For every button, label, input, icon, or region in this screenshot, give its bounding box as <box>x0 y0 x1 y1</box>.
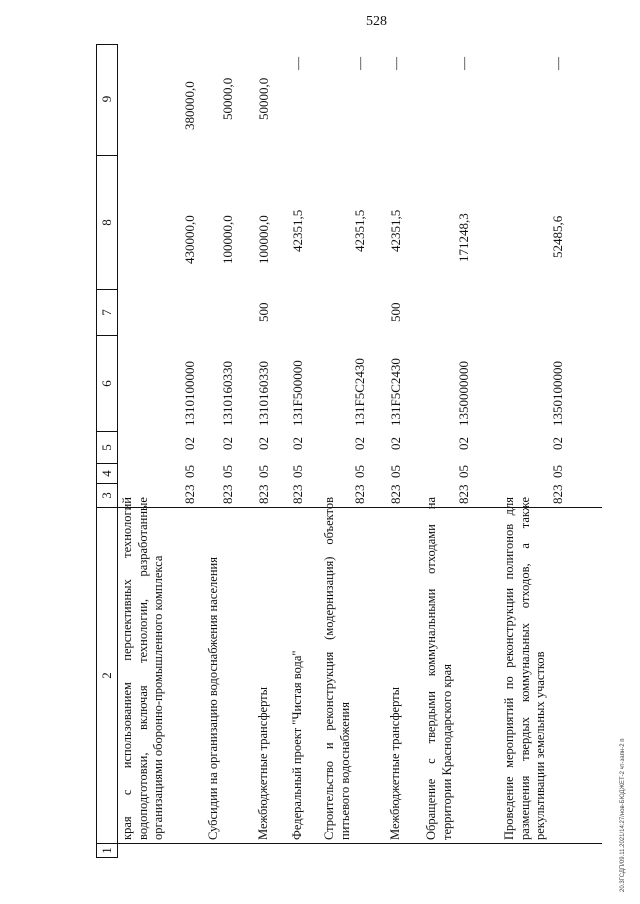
cell-ministry: 823 <box>388 484 403 504</box>
cell-subsection: 02 <box>290 437 305 450</box>
header-cell-1: 1 <box>97 843 117 857</box>
cell-expense-type: 500 <box>256 302 271 322</box>
header-cell-2: 2 <box>97 507 117 843</box>
cell-amount-2: 50000,0 <box>256 77 271 120</box>
cell-section: 05 <box>220 465 235 478</box>
row-description: Субсидии на организацию водоснабжения населения <box>206 557 220 840</box>
header-cell-9: 9 <box>99 95 114 103</box>
cell-ministry: 823 <box>352 484 367 504</box>
cell-amount-1: 430000,0 <box>182 215 197 264</box>
header-cell-6: 6 <box>97 335 117 431</box>
cell-subsection: 02 <box>456 437 471 450</box>
row-description: Проведение мероприятий по реконструкции полигонов для размещения твердых коммунальных отходов, а также рекультивации земельных участков <box>502 497 547 840</box>
cell-subsection: 02 <box>182 437 197 450</box>
cell-subsection: 02 <box>550 437 565 450</box>
cell-amount-1: 42351,5 <box>352 209 367 252</box>
cell-amount-2: — <box>456 57 471 70</box>
cell-subsection: 02 <box>220 437 235 450</box>
cell-section: 05 <box>290 465 305 478</box>
cell-amount-2: — <box>352 57 367 70</box>
header-cell-8: 8 <box>97 155 117 289</box>
cell-subsection: 02 <box>256 437 271 450</box>
cell-subsection: 02 <box>388 437 403 450</box>
cell-target-article: 131F5C2430 <box>388 358 403 426</box>
cell-expense-type: 500 <box>388 302 403 322</box>
cell-amount-2: — <box>290 57 305 70</box>
cell-ministry: 823 <box>256 484 271 504</box>
header-cell-7: 7 <box>97 289 117 335</box>
cell-target-article: 1310100000 <box>182 361 197 426</box>
side-note: 20.3ГСДП/09.11.2021/14:27/нов-БЮДЖЕТ-2 чт-запн-2 п <box>620 738 626 892</box>
cell-amount-2: 380000,0 <box>182 81 197 130</box>
row-description: Межбюджетные трансферты <box>388 686 402 840</box>
table-header <box>96 44 118 858</box>
row-description: Межбюджетные трансферты <box>256 686 270 840</box>
header-cell-4: 4 <box>97 463 117 483</box>
cell-amount-1: 100000,0 <box>220 215 235 264</box>
cell-amount-1: 171248,3 <box>456 213 471 262</box>
cell-ministry: 823 <box>550 484 565 504</box>
cell-ministry: 823 <box>456 484 471 504</box>
cell-target-article: 131F500000 <box>290 360 305 426</box>
cell-amount-2: — <box>550 57 565 70</box>
cell-ministry: 823 <box>220 484 235 504</box>
cell-amount-2: 50000,0 <box>220 77 235 120</box>
cell-section: 05 <box>550 465 565 478</box>
budget-table <box>96 44 602 858</box>
cell-target-article: 131F5C2430 <box>352 358 367 426</box>
cell-amount-2: — <box>388 57 403 70</box>
row-description: Обращение с твердыми коммунальными отходами на территории Краснодарского края <box>424 497 454 840</box>
row-description: Федеральный проект "Чистая вода" <box>290 650 304 840</box>
cell-amount-1: 52485,6 <box>550 215 565 258</box>
cell-amount-1: 42351,5 <box>290 209 305 252</box>
row-description: края с использованием перспективных технологий водоподготовки, включая технологии, разработанные организациями оборонно-промышленного комплекса <box>120 497 165 840</box>
cell-section: 05 <box>352 465 367 478</box>
cell-amount-1: 100000,0 <box>256 215 271 264</box>
cell-ministry: 823 <box>290 484 305 504</box>
page-number: 528 <box>366 14 387 29</box>
cell-target-article: 1350000000 <box>456 361 471 426</box>
cell-subsection: 02 <box>352 437 367 450</box>
cell-section: 05 <box>182 465 197 478</box>
row-description: Строительство и реконструкция (модернизация) объектов питьевого водоснабжения <box>322 497 352 840</box>
cell-section: 05 <box>388 465 403 478</box>
cell-section: 05 <box>456 465 471 478</box>
header-cell-5: 5 <box>97 431 117 463</box>
cell-target-article: 1310160330 <box>256 361 271 426</box>
cell-target-article: 1310160330 <box>220 361 235 426</box>
cell-ministry: 823 <box>182 484 197 504</box>
cell-amount-1: 42351,5 <box>388 209 403 252</box>
header-cell-3: 3 <box>97 483 117 507</box>
cell-target-article: 1350100000 <box>550 361 565 426</box>
cell-section: 05 <box>256 465 271 478</box>
